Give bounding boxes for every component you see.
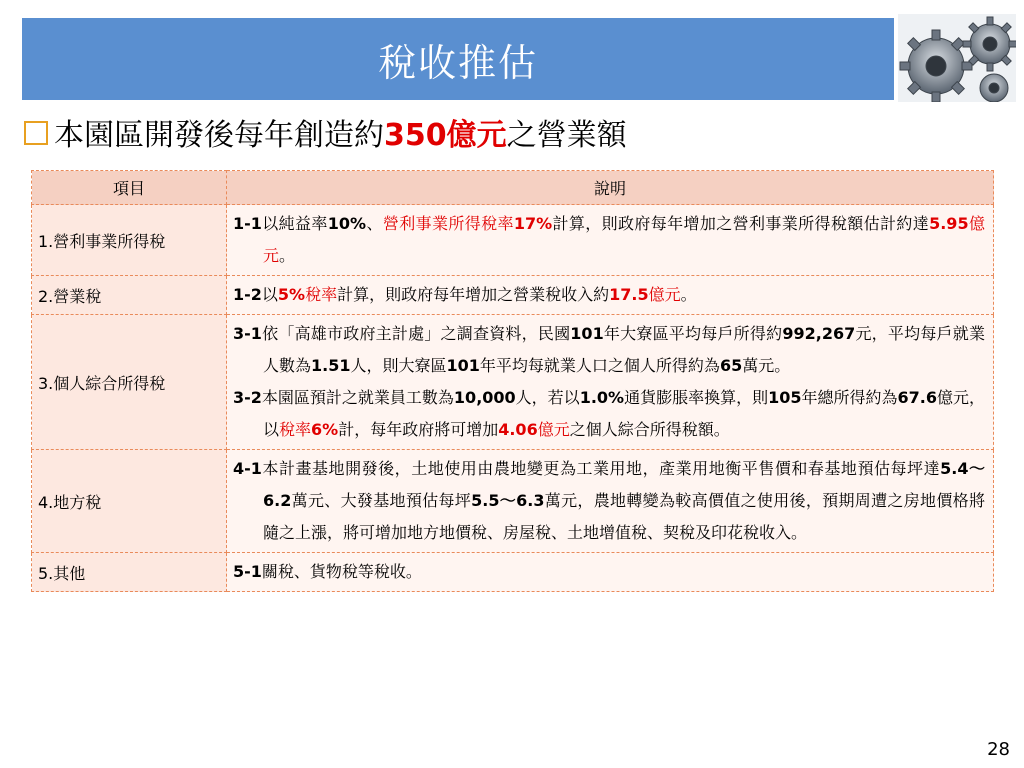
row-item-label: 3.個人綜合所得稅: [32, 315, 227, 450]
text-segment: 之個人綜合所得稅額。: [569, 420, 730, 439]
checkbox-bullet-icon: [24, 121, 48, 145]
text-segment: 本計畫基地開發後，土地使用由農地變更為工業用地，產業用地衡平售價和春基地預估每坪達: [261, 459, 941, 478]
text-segment: 1-1: [233, 214, 262, 233]
subtitle-highlight: 350億元: [384, 118, 507, 153]
row-item-label: 4.地方稅: [32, 450, 227, 553]
text-segment: 計，每年政府將可增加: [338, 420, 499, 439]
table-row: [32, 315, 994, 450]
text-segment: 5.4～6.2: [263, 459, 985, 510]
text-segment: 依「高雄市政府主計處」之調查資料，民國: [261, 324, 571, 343]
text-segment: 億元，以: [263, 388, 985, 439]
text-segment: 17.5: [609, 285, 649, 304]
text-segment: 以純益率: [261, 214, 328, 233]
header-description: 說明: [227, 171, 994, 205]
table-row: [32, 205, 994, 276]
text-segment: 5.5～6.3: [471, 491, 545, 510]
text-segment: 67.6: [897, 388, 937, 407]
text-segment: 6%: [311, 420, 339, 439]
subtitle: [24, 112, 627, 152]
row-description: [227, 205, 994, 276]
text-segment: 稅率: [305, 285, 338, 304]
row-description: [227, 450, 994, 553]
text-segment: 億元: [648, 285, 681, 304]
row-item-label: 1.營利事業所得稅: [32, 205, 227, 276]
text-segment: 10,000: [453, 388, 516, 407]
table-row: [32, 450, 994, 553]
text-segment: 億元: [537, 420, 570, 439]
subtitle-prefix: 本園區開發後每年創造約: [54, 118, 384, 153]
row-description: [227, 553, 994, 592]
description-paragraph: [233, 556, 985, 588]
text-segment: 年總所得約為: [801, 388, 898, 407]
text-segment: 億元: [263, 214, 985, 265]
text-segment: 5-1: [233, 562, 262, 581]
text-segment: 通貨膨脹率換算，則: [624, 388, 769, 407]
text-segment: 1.0%: [579, 388, 625, 407]
text-segment: 4-1: [233, 459, 262, 478]
text-segment: 5.95: [929, 214, 969, 233]
tax-table: [31, 170, 994, 592]
header-item: 項目: [32, 171, 227, 205]
text-segment: 以: [261, 285, 278, 304]
text-segment: 人，若以: [515, 388, 580, 407]
text-segment: 萬元。: [742, 356, 791, 375]
page-title: 稅收推估: [377, 40, 538, 85]
text-segment: 65: [719, 356, 743, 375]
table-header-row: [32, 171, 994, 205]
description-paragraph: [233, 382, 985, 446]
description-paragraph: [233, 453, 985, 549]
row-item-label: 2.營業稅: [32, 276, 227, 315]
description-paragraph: [233, 208, 985, 272]
row-item-label: 5.其他: [32, 553, 227, 592]
text-segment: 營利事業所得稅率: [382, 214, 514, 233]
table-row: [32, 276, 994, 315]
text-segment: 17%: [513, 214, 553, 233]
text-segment: 年大寮區平均每戶所得約: [603, 324, 783, 343]
text-segment: 萬元，農地轉變為較高價值之使用後，預期周遭之房地價格將隨之上漲，將可增加地方地價稅、房屋稅、土地增值稅、契稅及印花稅收入。: [263, 491, 985, 542]
gears-icon: [898, 14, 1016, 102]
gears-image: [898, 14, 1016, 102]
text-segment: 992,267: [782, 324, 856, 343]
text-segment: 元，平均每戶就業人數為: [263, 324, 985, 375]
row-description: [227, 315, 994, 450]
text-segment: 3-1: [233, 324, 262, 343]
text-segment: 。: [680, 285, 697, 304]
text-segment: 10%: [327, 214, 367, 233]
text-segment: 。: [279, 246, 296, 265]
text-segment: 年平均每就業人口之個人所得約為: [479, 356, 720, 375]
table-row: [32, 553, 994, 592]
text-segment: 萬元、大發基地預估每坪: [291, 491, 472, 510]
text-segment: 計算，則政府每年增加之營利事業所得稅額估計約達: [552, 214, 930, 233]
text-segment: 、: [366, 214, 383, 233]
text-segment: 101: [446, 356, 480, 375]
text-segment: 105: [768, 388, 802, 407]
text-segment: 3-2: [233, 388, 262, 407]
text-segment: 計算，則政府每年增加之營業稅收入約: [337, 285, 610, 304]
row-description: [227, 276, 994, 315]
text-segment: 本園區預計之就業員工數為: [261, 388, 454, 407]
text-segment: 1-2: [233, 285, 262, 304]
description-paragraph: [233, 279, 985, 311]
text-segment: 1.51: [311, 356, 351, 375]
text-segment: 5%: [277, 285, 306, 304]
text-segment: 4.06: [498, 420, 538, 439]
text-segment: 101: [570, 324, 604, 343]
text-segment: 人，則大寮區: [350, 356, 447, 375]
text-segment: 關稅、貨物稅等稅收。: [261, 562, 422, 581]
title-bar: [22, 18, 894, 100]
text-segment: 稅率: [279, 420, 312, 439]
subtitle-suffix: 之營業額: [506, 118, 627, 153]
page-number: 28: [987, 739, 1010, 760]
description-paragraph: [233, 318, 985, 382]
